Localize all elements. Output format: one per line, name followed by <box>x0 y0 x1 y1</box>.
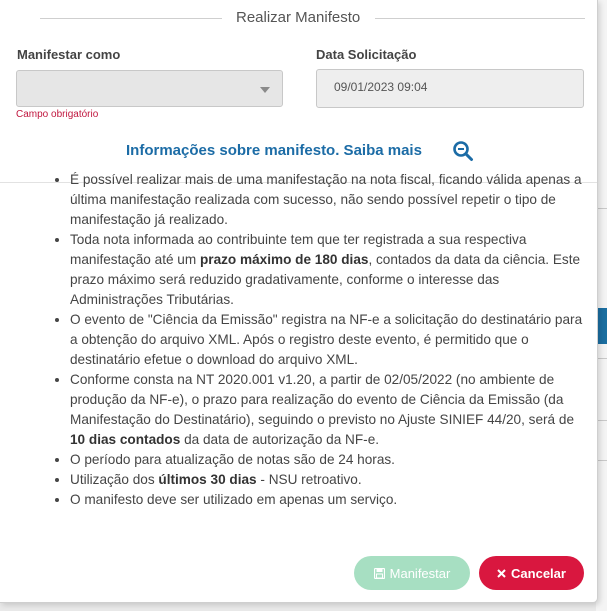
info-list-item <box>70 370 590 450</box>
info-text: , contados da data da ciência. Este prazo máximo será reduzido gradativamente, conforme o interesse das Administrações Tributárias. <box>70 252 581 307</box>
info-list <box>54 170 590 510</box>
save-icon <box>374 568 385 579</box>
info-saiba-mais-link[interactable] <box>126 142 422 159</box>
info-text: da data de autorização da NF-e. <box>180 432 380 447</box>
manifestar-como-select[interactable] <box>16 70 283 107</box>
manifestar-como-label: Manifestar como <box>17 47 121 62</box>
info-list-item <box>70 490 590 510</box>
info-text: É possível realizar mais de uma manifestação na nota fiscal, ficando válida apenas a última manifestação realizada com sucesso, não sendo possível repetir o tipo de manifestação já realizado. <box>70 172 582 227</box>
info-text: O evento de "Ciência da Emissão" registra na NF-e a solicitação do destinatário para a obtenção do arquivo XML. Após o registro deste evento, é permitido que o destinatário efetue o download do arquivo XML. <box>70 312 583 367</box>
chevron-down-icon <box>260 87 270 93</box>
info-list-item <box>70 310 590 370</box>
cancelar-button[interactable] <box>479 556 584 590</box>
info-text: O período para atualização de notas são de 24 horas. <box>70 452 395 467</box>
fieldset-legend <box>40 9 585 29</box>
legend-divider-right <box>375 18 585 19</box>
info-list-item <box>70 470 590 490</box>
data-solicitacao-field: 09/01/2023 09:04 <box>316 69 584 108</box>
info-title-text: Informações sobre manifesto. Saiba mais <box>126 142 422 159</box>
times-icon <box>497 569 506 578</box>
data-solicitacao-label: Data Solicitação <box>316 47 417 62</box>
required-message: Campo obrigatório <box>16 109 99 120</box>
legend-divider-left <box>40 18 222 19</box>
modal-title: Realizar Manifesto <box>236 9 361 26</box>
info-text: O manifesto deve ser utilizado em apenas um serviço. <box>70 492 398 507</box>
zoom-icon <box>452 140 474 162</box>
info-list-item <box>70 450 590 470</box>
manifestar-button[interactable] <box>354 556 470 590</box>
info-emphasis: 10 dias contados <box>70 432 181 447</box>
info-list-item <box>70 230 590 310</box>
info-emphasis: prazo máximo de 180 dias <box>199 252 369 267</box>
info-text: Conforme consta na NT 2020.001 v1.20, a partir de 02/05/2022 (no ambiente de produção da NF-e), o prazo para realização do evento de Ciência da Emissão (da Manifestação do Destinatário), seguindo o previsto no Ajuste SINIEF 44/20, será de <box>70 372 575 427</box>
cancelar-button-label: Cancelar <box>511 565 566 581</box>
info-emphasis: últimos 30 dias <box>158 472 257 487</box>
info-text: Toda nota informada ao contribuinte tem que ter registrada a sua respectiva manifestação até um <box>70 232 527 267</box>
info-list-item <box>70 170 590 230</box>
manifestar-button-label: Manifestar <box>389 565 451 581</box>
info-text: Utilização dos <box>70 472 159 487</box>
info-text: - NSU retroativo. <box>256 472 362 487</box>
